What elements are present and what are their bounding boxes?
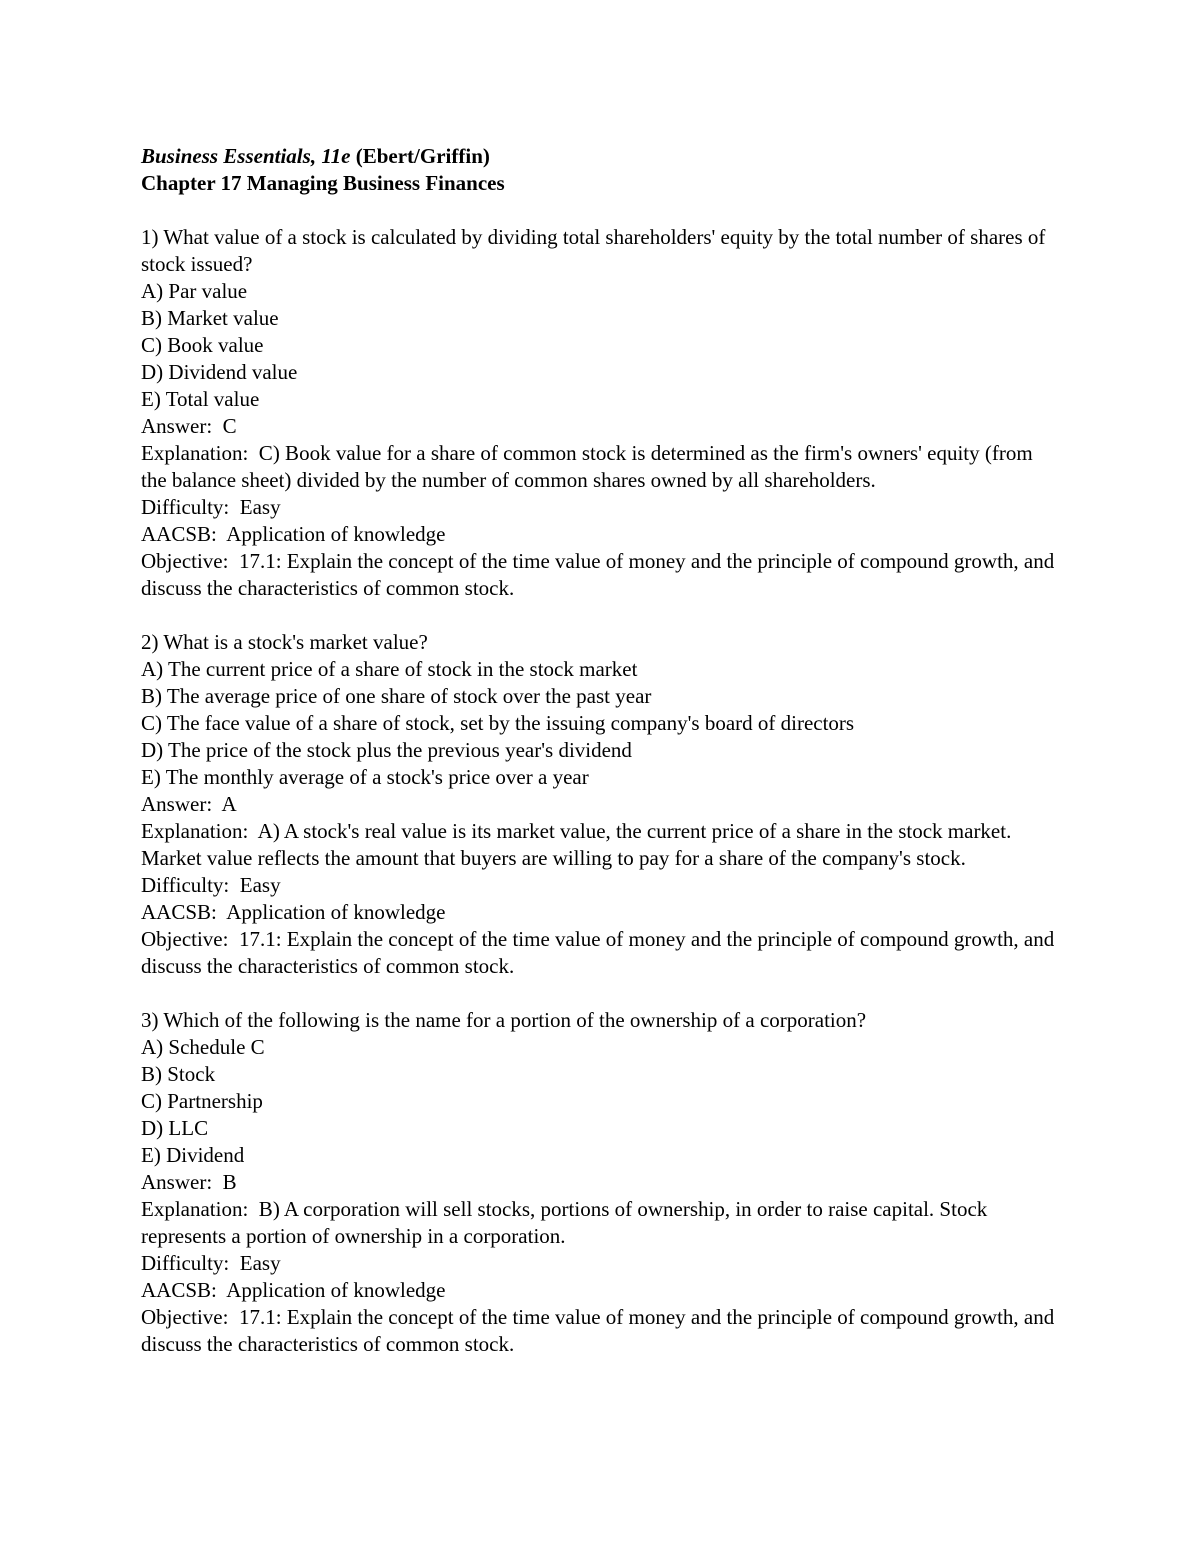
answer-option: A) Schedule C — [141, 1035, 265, 1059]
book-authors: (Ebert/Griffin) — [350, 144, 490, 168]
answer-option: D) Dividend value — [141, 360, 298, 384]
difficulty: Difficulty: Easy — [141, 1251, 281, 1275]
question-block-3 — [141, 1007, 1061, 1358]
answer-option: C) The face value of a share of stock, set by the issuing company's board of directors — [141, 711, 855, 735]
question-stem: 3) Which of the following is the name for a portion of the ownership of a corporation? — [141, 1008, 867, 1032]
answer-key: Answer: C — [141, 414, 237, 438]
answer-option: B) The average price of one share of stock over the past year — [141, 684, 652, 708]
explanation: Explanation: C) Book value for a share of common stock is determined as the firm's owners' equity (from the balance sheet) divided by the number of common shares owned by all shareholders. — [141, 441, 1038, 492]
objective: Objective: 17.1: Explain the concept of the time value of money and the principle of compound growth, and discuss the characteristics of common stock. — [141, 927, 1060, 978]
aacsb: AACSB: Application of knowledge — [141, 1278, 446, 1302]
answer-option: C) Book value — [141, 333, 264, 357]
answer-option: D) LLC — [141, 1116, 209, 1140]
book-header — [141, 143, 1061, 170]
objective: Objective: 17.1: Explain the concept of the time value of money and the principle of compound growth, and discuss the characteristics of common stock. — [141, 549, 1060, 600]
answer-option: E) The monthly average of a stock's price over a year — [141, 765, 589, 789]
answer-option: A) Par value — [141, 279, 248, 303]
chapter-title: Chapter 17 Managing Business Finances — [141, 171, 505, 195]
objective: Objective: 17.1: Explain the concept of the time value of money and the principle of compound growth, and discuss the characteristics of common stock. — [141, 1305, 1060, 1356]
difficulty: Difficulty: Easy — [141, 873, 281, 897]
question-stem: 2) What is a stock's market value? — [141, 630, 428, 654]
document-page — [141, 143, 1061, 1358]
answer-option: B) Stock — [141, 1062, 216, 1086]
answer-option: E) Total value — [141, 387, 260, 411]
question-stem: 1) What value of a stock is calculated by dividing total shareholders' equity by the total number of shares of stock issued? — [141, 225, 1051, 276]
question-block-2 — [141, 629, 1061, 980]
answer-key: Answer: B — [141, 1170, 237, 1194]
answer-key: Answer: A — [141, 792, 237, 816]
explanation: Explanation: B) A corporation will sell stocks, portions of ownership, in order to raise capital. Stock represents a portion of ownership in a corporation. — [141, 1197, 993, 1248]
book-title: Business Essentials, 11e — [141, 144, 351, 168]
aacsb: AACSB: Application of knowledge — [141, 900, 446, 924]
answer-option: C) Partnership — [141, 1089, 263, 1113]
explanation: Explanation: A) A stock's real value is its market value, the current price of a share in the stock market. Market value reflects the amount that buyers are willing to pay for a share of the company's stock. — [141, 819, 1017, 870]
difficulty: Difficulty: Easy — [141, 495, 281, 519]
aacsb: AACSB: Application of knowledge — [141, 522, 446, 546]
question-block-1 — [141, 224, 1061, 602]
answer-option: E) Dividend — [141, 1143, 245, 1167]
answer-option: A) The current price of a share of stock in the stock market — [141, 657, 638, 681]
answer-option: D) The price of the stock plus the previous year's dividend — [141, 738, 632, 762]
answer-option: B) Market value — [141, 306, 279, 330]
